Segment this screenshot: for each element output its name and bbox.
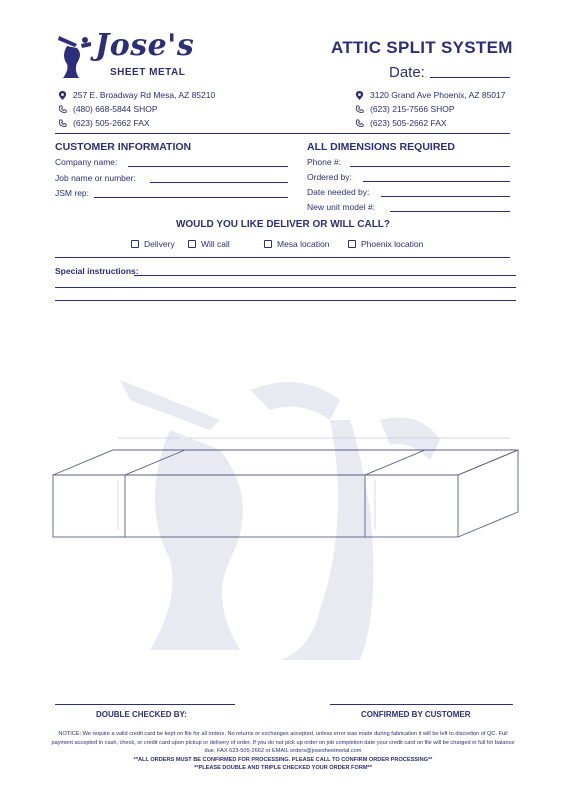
option-label: Mesa location (277, 239, 330, 249)
option-label: Phoenix location (361, 239, 424, 249)
map-pin-icon (58, 91, 67, 100)
tinsmith-logo-icon (55, 30, 97, 80)
notice-line-2: **PLEASE DOUBLE AND TRIPLE CHECKED YOUR ORDER FORM** (194, 765, 372, 771)
mesa-shop-phone (58, 104, 158, 114)
confirmed-label: CONFIRMED BY CUSTOMER (361, 710, 471, 719)
instructions-line-2[interactable] (55, 287, 516, 288)
delivery-question: WOULD YOU LIKE DELIVER OR WILL CALL? (175, 219, 391, 230)
phone-icon (355, 119, 364, 128)
phoenix-address-text: 3120 Grand Ave Phoenix, AZ 85017 (370, 90, 506, 100)
instructions-line-3[interactable] (55, 300, 516, 301)
notice-line-1: **ALL ORDERS MUST BE CONFIRMED FOR PROCESSING. PLEASE CALL TO CONFIRM ORDER PROCESSING** (133, 756, 433, 763)
instructions-line-1[interactable] (134, 275, 516, 276)
ordered-label: Ordered by: (307, 172, 352, 182)
notice-block (48, 730, 518, 773)
phoenix-fax (355, 118, 447, 128)
job-field[interactable] (150, 182, 288, 183)
phone-icon (355, 105, 364, 114)
model-field[interactable] (390, 211, 510, 212)
needed-field[interactable] (381, 196, 510, 197)
rep-label: JSM rep: (55, 188, 90, 198)
option-will-call[interactable] (188, 239, 230, 249)
option-delivery[interactable] (131, 239, 175, 249)
model-label: New unit model #: (307, 202, 376, 212)
job-label: Job name or number: (55, 173, 136, 183)
company-label: Company name: (55, 157, 118, 167)
customer-heading: CUSTOMER INFORMATION (55, 141, 192, 153)
mesa-fax-text: (623) 505-2662 FAX (73, 118, 150, 128)
mesa-address (58, 90, 215, 100)
form-title: ATTIC SPLIT SYSTEM (331, 38, 513, 57)
phoenix-shop-text: (623) 215-7566 SHOP (370, 104, 455, 114)
attic-box-diagram (50, 430, 520, 545)
phone-field[interactable] (350, 166, 510, 167)
company-field[interactable] (128, 166, 288, 167)
date-label: Date: (389, 64, 425, 81)
instructions-label: Special instructions: (55, 266, 139, 276)
ordered-field[interactable] (363, 181, 510, 182)
brand-name: Jose's (95, 28, 195, 63)
option-label: Delivery (144, 239, 175, 249)
checked-sign-line[interactable] (55, 704, 235, 705)
phone-label: Phone #: (307, 157, 342, 167)
needed-label: Date needed by: (307, 187, 370, 197)
rep-field[interactable] (94, 197, 288, 198)
phoenix-checkbox[interactable] (348, 240, 356, 248)
checked-label: DOUBLE CHECKED BY: (96, 710, 187, 719)
option-mesa[interactable] (264, 239, 329, 249)
phoenix-fax-text: (623) 505-2662 FAX (370, 118, 447, 128)
mesa-shop-text: (480) 668-5844 SHOP (73, 104, 158, 114)
mesa-checkbox[interactable] (264, 240, 272, 248)
dimensions-heading: ALL DIMENSIONS REQUIRED (307, 141, 455, 153)
confirmed-sign-line[interactable] (330, 704, 513, 705)
phoenix-shop-phone (355, 104, 455, 114)
delivery-checkbox[interactable] (131, 240, 139, 248)
date-field[interactable] (430, 77, 510, 78)
phone-icon (58, 105, 67, 114)
mesa-fax (58, 118, 150, 128)
phoenix-address (355, 90, 505, 100)
notice-text: NOTICE: We require a valid credit card be kept on file for all orders. No returns or exchanges accepted, unless error was made during fabrication it will be left to discretion of QC. Full payment accepted in cash, check, or credit card upon pickup or delivery of order. If you do not pick up order on job completion date your credit card on file will be charged in full for balance due. FAX 623-505-2662 or EMAIL orders@josesheetmetal.com (51, 731, 515, 754)
brand-subtitle: SHEET METAL (110, 67, 186, 78)
map-pin-icon (355, 91, 364, 100)
option-phoenix[interactable] (348, 239, 423, 249)
phone-icon (58, 119, 67, 128)
mesa-address-text: 257 E. Broadway Rd Mesa, AZ 85210 (73, 90, 216, 100)
will-call-checkbox[interactable] (188, 240, 196, 248)
delivery-divider (55, 257, 510, 258)
header-divider (55, 133, 510, 134)
option-label: Will call (201, 239, 230, 249)
